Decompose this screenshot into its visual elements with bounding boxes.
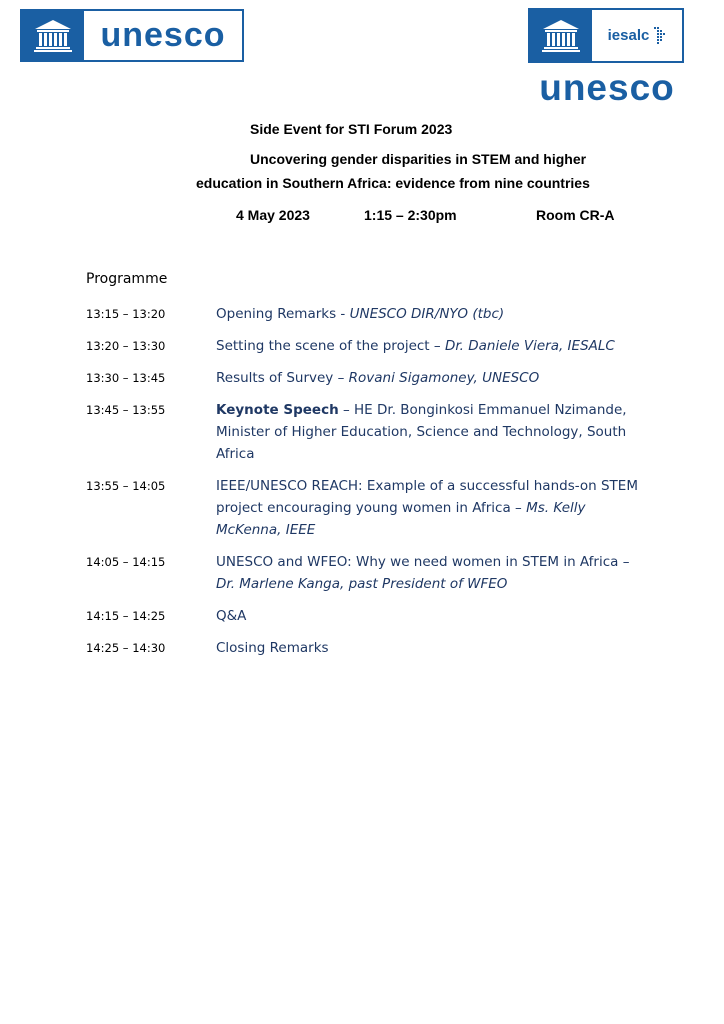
unesco-logo (20, 9, 244, 62)
item-title: UNESCO and WFEO: Why we need women in STEM in Africa – (216, 554, 630, 570)
item-description (216, 303, 646, 325)
iesalc-logo (528, 8, 686, 106)
programme-heading: Programme (86, 271, 168, 287)
item-description (216, 335, 646, 357)
item-speaker: Rovani Sigamoney, UNESCO (348, 370, 540, 386)
item-speaker: Ms. Kelly McKenna, IEEE (216, 500, 586, 538)
event-date: 4 May 2023 (236, 207, 310, 223)
event-name: Side Event for STI Forum 2023 (250, 121, 453, 137)
item-time: 13:45 – 13:55 (86, 403, 166, 417)
event-room: Room CR-A (536, 207, 615, 223)
item-time: 13:55 – 14:05 (86, 479, 166, 493)
unesco-wordmark: unesco (539, 67, 675, 108)
item-time: 13:20 – 13:30 (86, 339, 166, 353)
iesalc-label (592, 10, 682, 61)
item-time: 14:25 – 14:30 (86, 641, 166, 655)
programme-list (86, 303, 646, 669)
item-time: 14:05 – 14:15 (86, 555, 166, 569)
item-description (216, 399, 646, 465)
item-title: Setting the scene of the project – (216, 338, 445, 354)
item-title: Q&A (216, 608, 247, 624)
item-time: 13:30 – 13:45 (86, 371, 166, 385)
item-description (216, 605, 646, 627)
temple-emblem-icon (530, 10, 592, 61)
programme-item (86, 303, 646, 325)
item-description (216, 637, 646, 659)
temple-emblem-icon (22, 11, 84, 60)
unesco-wordmark: unesco (100, 16, 226, 54)
programme-item (86, 637, 646, 659)
event-title-line2: education in Southern Africa: evidence from nine countries (196, 175, 590, 191)
item-speaker: Dr. Daniele Viera, IESALC (444, 338, 615, 354)
item-time: 14:15 – 14:25 (86, 609, 166, 623)
item-description (216, 475, 646, 541)
latin-america-map-icon (652, 26, 666, 46)
item-title: Closing Remarks (216, 640, 329, 656)
item-title: Results of Survey – (216, 370, 349, 386)
programme-item (86, 475, 646, 541)
programme-item (86, 399, 646, 465)
programme-item (86, 335, 646, 357)
item-title: IEEE/UNESCO REACH: Example of a successful hands-on STEM project encouraging young women in Africa – (216, 478, 638, 516)
item-title: Opening Remarks - (216, 306, 350, 322)
programme-item (86, 551, 646, 595)
programme-item (86, 605, 646, 627)
item-description (216, 367, 646, 389)
item-speaker: UNESCO DIR/NYO (tbc) (349, 306, 505, 322)
item-speaker: – HE Dr. Bonginkosi Emmanuel Nzimande, Minister of Higher Education, Science and Technology, South Africa (216, 402, 627, 462)
programme-item (86, 367, 646, 389)
item-description (216, 551, 646, 595)
event-time: 1:15 – 2:30pm (364, 207, 457, 223)
item-time: 13:15 – 13:20 (86, 307, 166, 321)
item-title: Keynote Speech (216, 402, 339, 418)
item-speaker: Dr. Marlene Kanga, past President of WFEO (216, 576, 508, 592)
event-title-line1: Uncovering gender disparities in STEM and higher (250, 151, 587, 167)
iesalc-text: iesalc (607, 27, 650, 44)
